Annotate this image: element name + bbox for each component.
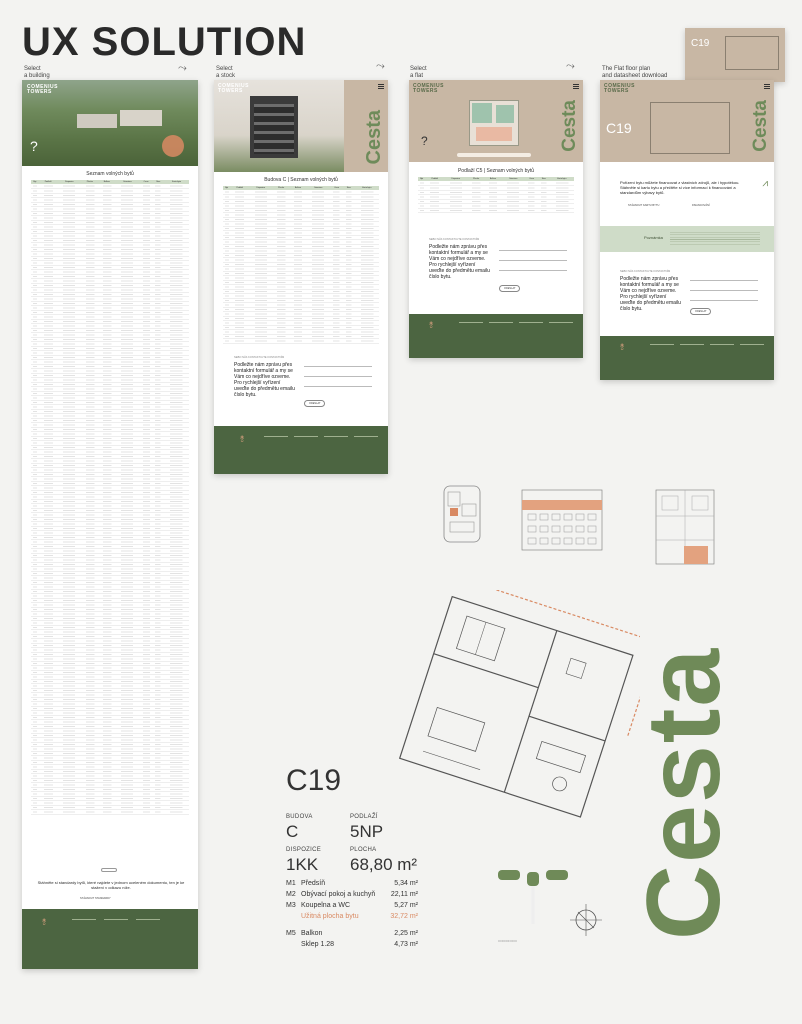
footer-column	[549, 322, 573, 330]
logo[interactable]	[218, 84, 249, 94]
form-field-email[interactable]	[690, 290, 758, 291]
logo[interactable]	[27, 85, 58, 95]
step-label-line: Select	[216, 66, 233, 72]
form-field-email[interactable]	[499, 260, 567, 261]
hero-aerial-image	[22, 80, 198, 166]
step-label-line: a flat	[410, 73, 424, 79]
table-cell	[485, 208, 502, 213]
flat-region-selected[interactable]	[476, 127, 512, 141]
room-name: Užitná plocha bytu	[301, 913, 359, 920]
room-area: 22,11 m²	[390, 891, 418, 898]
room-code: M2	[286, 891, 296, 898]
table-cell	[343, 339, 354, 344]
table-cell	[153, 810, 164, 815]
menu-icon[interactable]	[378, 84, 384, 89]
table-header-cell: Stav	[538, 177, 549, 181]
plan-thumbnail	[725, 36, 779, 70]
contact-heading: NEBO NÁS KONTAKTUJTE KONTAKTNÍM	[620, 270, 671, 273]
send-button[interactable]: ODESLAT	[304, 400, 325, 407]
table-header-cell: Dispozice	[444, 177, 468, 181]
section-title: Podlaží C5 | Seznam volných bytů	[457, 168, 535, 174]
table-header-cell: Plocha	[273, 186, 290, 190]
room-name: Obývací pokoj a kuchyň	[301, 891, 376, 898]
menu-icon[interactable]	[573, 84, 579, 89]
footer	[22, 909, 198, 969]
download-standards-button[interactable]: STÁHNOUT STANDARDY	[80, 897, 111, 900]
plan-thumbnail	[650, 102, 730, 154]
table-cell	[81, 810, 98, 815]
hero-building-photo	[214, 80, 388, 172]
room-name: Koupelna a WC	[301, 902, 351, 909]
screen-stock-list	[214, 80, 388, 474]
logo-line: TOWERS	[413, 88, 438, 94]
download-text: Stáhněte si standardy bytů, které najdete v jednom uceleném dokumentu, ten je ke stažení v odkazu níže.	[37, 880, 185, 890]
footer-column	[324, 436, 348, 444]
form-field-message[interactable]	[499, 270, 567, 271]
flat-table	[214, 186, 388, 346]
room-row	[286, 941, 418, 951]
footer-column	[459, 322, 483, 330]
logo-line: TOWERS	[218, 88, 243, 94]
step-label-line: a stock	[216, 73, 236, 79]
logo-line: COMENIUS	[413, 83, 444, 89]
footer-logo-icon: ⥉	[240, 434, 245, 444]
footer-column	[104, 919, 128, 927]
screen-flat-select	[409, 80, 583, 358]
footer-column	[136, 919, 160, 927]
table-cell	[330, 339, 343, 344]
table-header-cell: Stav	[343, 186, 354, 190]
table-cell	[57, 810, 81, 815]
table-header-cell: Plocha	[81, 180, 98, 184]
note-band	[600, 226, 774, 252]
menu-icon[interactable]	[764, 84, 770, 89]
floor-value: 5NP	[350, 822, 384, 841]
table-cell	[501, 208, 525, 213]
table-header-cell: Cena	[330, 186, 343, 190]
hero-plan	[600, 80, 774, 162]
table-header-cell: Balkon	[290, 186, 307, 190]
contact-text: Podležte nám zprávu přes kontaktní formulář a my se Vám co nejdříve ozveme. Pro rychlejší vyřízení uveďte do předmětu emailu číslo bytu.	[234, 362, 295, 398]
table-header-cell: Orientace	[115, 180, 139, 184]
room-name: Balkon	[301, 930, 323, 937]
room-area: 5,27 m²	[394, 902, 418, 909]
table-header-cell: Podlaží	[426, 177, 444, 181]
help-icon[interactable]: ?	[30, 138, 38, 154]
table-cell	[549, 208, 574, 213]
footer-column	[294, 436, 318, 444]
table-header-cell: Stav	[153, 180, 164, 184]
screen-building-list	[22, 80, 198, 969]
room-code: M3	[286, 902, 296, 909]
room-area: 2,25 m²	[394, 930, 418, 937]
table-cell	[444, 208, 468, 213]
footer-column	[650, 344, 674, 352]
note-title: Poznámka	[644, 235, 663, 240]
unit-number: C19	[691, 38, 710, 49]
table-cell	[426, 208, 444, 213]
contact-text: Podležte nám zprávu přes kontaktní formulář a my se Vám co nejdříve ozveme. Pro rychlejší vyřízení uveďte do předmětu emailu číslo bytu.	[429, 244, 490, 280]
room-row	[286, 913, 418, 923]
arrow-icon: ⤳	[178, 62, 187, 74]
footer-logo-icon: ⥉	[42, 917, 47, 927]
screen-flat-preview	[685, 28, 785, 82]
form-field-message[interactable]	[690, 300, 758, 301]
room-code: M1	[286, 880, 296, 887]
table-header-cell: Balkon	[98, 180, 115, 184]
table-cell	[306, 339, 330, 344]
info-text: Pořízení bytu můžete financovat z vlastních zdrojů, ale i hypotékou. Stáhněte si kartu bytu a přečtěte si více informací k financování a standardům výbavy bytů.	[620, 180, 740, 195]
step-label-stock	[216, 66, 235, 80]
table-cell	[98, 810, 115, 815]
table	[223, 186, 380, 344]
table-header-cell: Cena	[525, 177, 538, 181]
flat-region[interactable]	[472, 103, 492, 123]
lamp-illustration	[494, 864, 572, 930]
floor-plan-map[interactable]	[469, 100, 519, 146]
table-cell	[139, 810, 152, 815]
form-field-name[interactable]	[304, 366, 372, 367]
send-button[interactable]: ODESLAT	[499, 285, 520, 292]
brand-mark-icon: ⩘	[762, 178, 768, 189]
highlight-marker[interactable]	[162, 135, 184, 157]
room-name: Sklep 1.28	[301, 941, 335, 948]
layout-label: DISPOZICE	[286, 847, 322, 853]
room-row	[286, 880, 418, 890]
step-label-plan	[602, 66, 667, 80]
table-header-cell: Orientace	[306, 186, 330, 190]
table-header-cell: Byt	[223, 186, 231, 190]
section-title: Budova C | Seznam volných bytů	[264, 177, 338, 183]
send-button[interactable]: ODESLAT	[690, 308, 711, 315]
table-header-cell: Karta bytu	[354, 186, 379, 190]
table-header-cell: Karta bytu	[549, 177, 574, 181]
table-header-cell: Cena	[139, 180, 152, 184]
logo[interactable]	[413, 84, 444, 94]
scale-bar: ▭▭▭▭▭	[498, 938, 517, 943]
footer-column	[519, 322, 543, 330]
table-header-cell: Plocha	[468, 177, 485, 181]
table-header-cell: Dispozice	[249, 186, 273, 190]
page-title: UX SOLUTION	[22, 20, 307, 64]
flat-floor-plan	[380, 590, 640, 830]
room-row	[286, 930, 418, 940]
building-label: BUDOVA	[286, 814, 313, 820]
table	[31, 180, 189, 815]
cesta-wordmark: Cesta	[363, 110, 385, 165]
footer-column	[710, 344, 734, 352]
logo-line: COMENIUS	[27, 84, 58, 90]
footer	[214, 426, 388, 474]
step-label-line: Select	[24, 66, 41, 72]
floor-tabs	[457, 153, 531, 157]
area-label: PLOCHA	[350, 847, 377, 853]
area-value: 68,80 m²	[350, 855, 418, 874]
financing-button[interactable]: FINANCOVÁNÍ	[692, 204, 710, 207]
site-plan-illustration	[440, 484, 484, 546]
arrow-icon: ⤳	[566, 60, 575, 72]
table-cell	[468, 208, 485, 213]
footer-column	[680, 344, 704, 352]
flat-table	[22, 180, 198, 830]
unit-number: C19	[606, 120, 632, 136]
facade-illustration	[516, 486, 606, 552]
table-cell	[231, 339, 249, 344]
table-cell	[538, 208, 549, 213]
table-header-cell: Dispozice	[57, 180, 81, 184]
logo-line: TOWERS	[27, 89, 52, 95]
step-label-line: Select	[410, 66, 427, 72]
cesta-wordmark: Cesta	[559, 100, 580, 152]
contact-text: Podležte nám zprávu přes kontaktní formulář a my se Vám co nejdříve ozveme. Pro rychlejší vyřízení uveďte do předmětu emailu číslo bytu.	[620, 276, 681, 312]
layout-value: 1KK	[286, 855, 319, 874]
form-field-name[interactable]	[499, 250, 567, 251]
table-cell	[525, 208, 538, 213]
table-header-cell: Balkon	[485, 177, 502, 181]
help-icon[interactable]: ?	[421, 134, 428, 148]
table-cell	[223, 339, 231, 344]
step-label-line: and datasheet download	[602, 73, 668, 79]
step-label-flat	[410, 66, 427, 80]
note-text	[670, 232, 760, 246]
form-field-name[interactable]	[690, 280, 758, 281]
footer	[409, 314, 583, 358]
table-cell	[115, 810, 139, 815]
table-header-cell: Byt	[31, 180, 39, 184]
table-row[interactable]	[223, 339, 380, 344]
table-header-cell: Byt	[418, 177, 426, 181]
footer-column	[489, 322, 513, 330]
table-cell	[31, 810, 39, 815]
tower-windows	[254, 104, 294, 154]
table-cell	[354, 339, 379, 344]
table-cell	[39, 810, 58, 815]
table-cell	[290, 339, 307, 344]
unit-title: C19	[286, 764, 342, 797]
logo[interactable]	[604, 84, 635, 94]
table-row[interactable]	[418, 208, 575, 213]
building-value: C	[286, 822, 299, 841]
table-cell	[164, 810, 189, 815]
footer-logo-icon: ⥉	[429, 320, 434, 330]
table-header-cell: Karta bytu	[164, 180, 189, 184]
footer-column	[354, 436, 378, 444]
footer-column	[72, 919, 96, 927]
cesta-wordmark: Cesta	[750, 100, 771, 152]
table-cell	[418, 208, 426, 213]
hero-floor-plan	[409, 80, 583, 162]
download-card-button[interactable]: STÁHNOUT KARTU BYTU	[628, 204, 660, 207]
table-header-cell: Orientace	[501, 177, 525, 181]
room-row	[286, 891, 418, 901]
table-header-cell: Podlaží	[39, 180, 58, 184]
table-row[interactable]	[31, 810, 189, 815]
table	[418, 177, 575, 213]
room-area: 4,73 m²	[394, 941, 418, 948]
section-title: Seznam volných bytů	[86, 171, 134, 177]
screen-flat-detail	[600, 80, 774, 380]
room-code: M5	[286, 930, 296, 937]
floor-label: PODLAŽÍ	[350, 814, 378, 820]
logo-line: COMENIUS	[218, 83, 249, 89]
footer	[600, 336, 774, 380]
contact-heading: NEBO NÁS KONTAKTUJTE KONTAKTNÍM	[429, 238, 480, 241]
footer-column	[264, 436, 288, 444]
cesta-wordmark-large: Cesta	[626, 646, 742, 940]
form-field-message[interactable]	[304, 386, 372, 387]
room-area: 32,72 m²	[390, 913, 418, 920]
footer-logo-icon: ⥉	[620, 342, 625, 352]
step-label-building	[24, 66, 50, 80]
step-label-line: The Flat floor plan	[602, 66, 651, 72]
compass-icon	[568, 902, 604, 942]
step-label-line: a building	[24, 73, 50, 79]
building-shape	[77, 114, 117, 128]
room-area: 5,34 m²	[394, 880, 418, 887]
footer-column	[740, 344, 764, 352]
logo-line: TOWERS	[604, 88, 629, 94]
arrow-icon: ⤳	[376, 60, 385, 72]
form-field-email[interactable]	[304, 376, 372, 377]
logo-line: COMENIUS	[604, 83, 635, 89]
room-row	[286, 902, 418, 912]
more-button[interactable]	[101, 868, 117, 872]
table-cell	[273, 339, 290, 344]
room-list	[286, 880, 426, 960]
contact-heading: NEBO NÁS KONTAKTUJTE KONTAKTNÍM	[234, 356, 285, 359]
flat-table	[409, 177, 583, 215]
table-cell	[249, 339, 273, 344]
flat-region[interactable]	[496, 105, 514, 123]
room-name: Předsíň	[301, 880, 326, 887]
building-shape	[120, 110, 162, 126]
table-header-cell: Podlaží	[231, 186, 249, 190]
floor-plan-illustration	[650, 486, 720, 570]
